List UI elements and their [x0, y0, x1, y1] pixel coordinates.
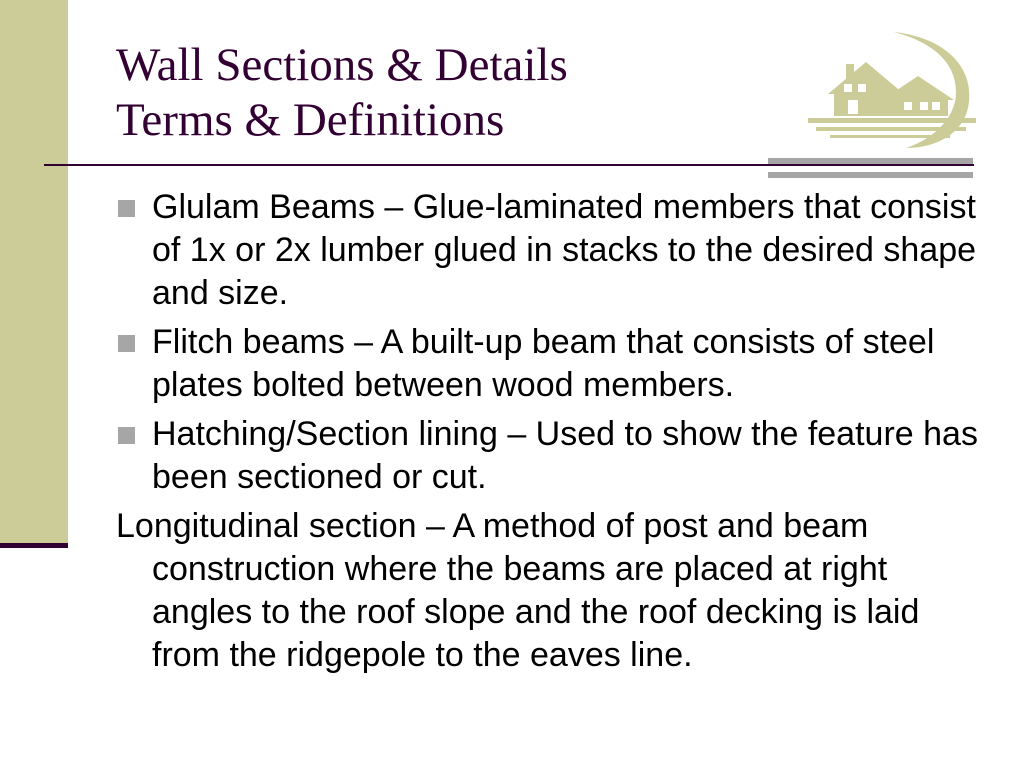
square-bullet-icon: [118, 427, 135, 444]
plain-paragraph: Longitudinal section – A method of post and beam construction where the beams are placed at right angles to the roof slope and the roof decking is laid from the ridgepole to the eaves line.: [116, 507, 920, 674]
slide-body: [116, 186, 996, 677]
decorative-grey-bars: [768, 158, 973, 180]
title-line-1: Wall Sections & Details: [116, 39, 568, 91]
left-accent-bar: [0, 0, 68, 548]
house-logo-icon: [808, 30, 980, 150]
slide-title: [116, 38, 568, 148]
title-line-2: Terms & Definitions: [116, 94, 505, 146]
grey-bar-top: [768, 158, 973, 164]
bullet-item: [116, 321, 996, 407]
bullet-text: Flitch beams – A built-up beam that consists of steel plates bolted between wood members.: [152, 323, 935, 404]
bullet-text: Hatching/Section lining – Used to show the feature has been sectioned or cut.: [152, 415, 978, 496]
bullet-item: [116, 413, 996, 499]
bullet-text: Glulam Beams – Glue-laminated members that consist of 1x or 2x lumber glued in stacks to the desired shape and size.: [152, 188, 977, 312]
square-bullet-icon: [118, 200, 135, 217]
grey-bar-bottom: [768, 172, 973, 178]
square-bullet-icon: [118, 335, 135, 352]
bullet-item: [116, 186, 996, 315]
left-accent-underline: [0, 543, 68, 548]
